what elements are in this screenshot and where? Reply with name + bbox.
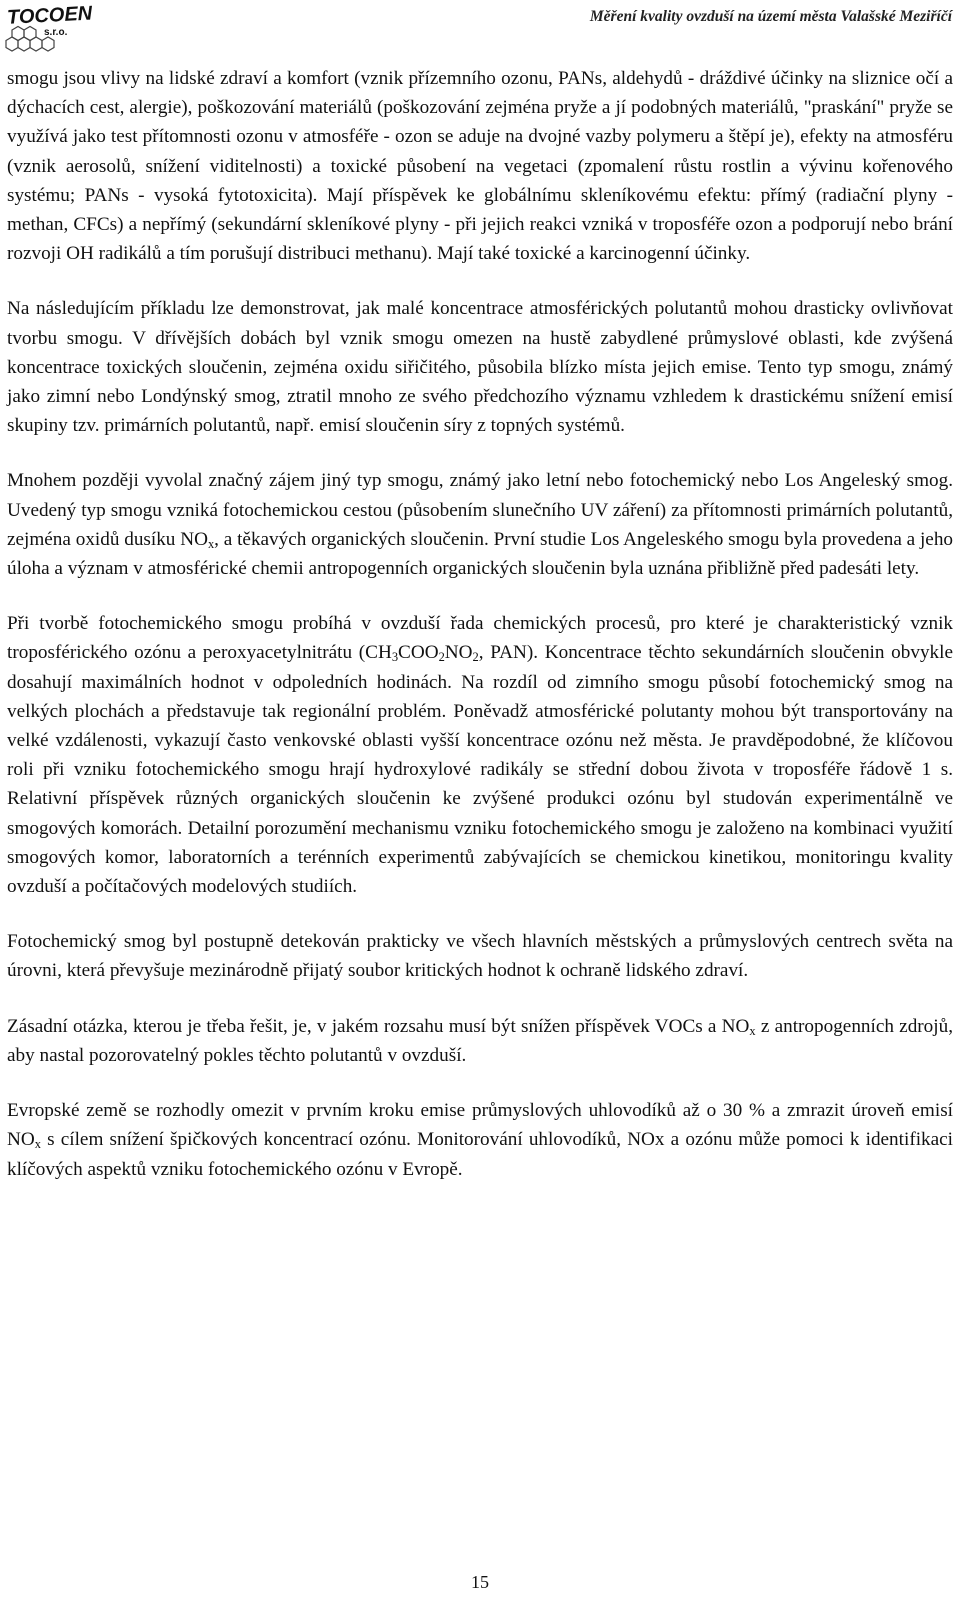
page-number: 15 (471, 1572, 489, 1592)
document-body (7, 64, 953, 1210)
logo-subtext: s.r.o. (44, 27, 68, 38)
paragraph-3: Mnohem později vyvolal značný zájem jiný typ smogu, známý jako letní nebo fotochemický nebo Los Angeleský smog. Uvedený typ smogu vzniká fotochemickou cestou (působením slunečního UV záření) za přítomnosti primárních polutantů, zejména oxidů dusíku $NO_x$, a těkavých organických sloučenin. První studie Los Angeleského smogu byla provedena a jeho úloha a význam v atmosférické chemii antropogenních organických sloučenin byla uznána přibližně před padesáti lety. (7, 470, 954, 580)
tocoen-logo (4, 2, 96, 56)
paragraph-6: Zásadní otázka, kterou je třeba řešit, je, v jakém rozsahu musí být snížen příspěvek VOCs a $NO_x$ z antropogenních zdrojů, aby nastal pozorovatelný pokles těchto polutantů v ovzduší. (7, 1015, 953, 1066)
paragraph-4: Při tvorbě fotochemického smogu probíhá v ovzduší řada chemických procesů, pro které je charakteristický vznik troposférického ozónu a peroxyacetylnitrátu ($CH_3COO_2NO_2$, PAN). Koncentrace těchto sekundárních sloučenin obvykle dosahují maximálních hodnot v odpoledních hodinách. Na rozdíl od zimního smogu působí fotochemický smog na velkých plochách a představuje tak regionální problém. Poněvadž atmosférické polutanty mohou být transportovány na velké vzdálenosti, vykazují často venkovské oblasti vyšší koncentrace ozónu než města. Je pravděpodobné, že klíčovou roli při vzniku fotochemického smogu hrají hydroxylové radikály se střední dobou života v troposféře řádově 1 s. Relativní příspěvek různých organických sloučenin ke zvýšené produkci ozónu byl studován experimentálně ve smogových komorách. Detailní porozumění mechanismu vzniku fotochemického smogu je založeno na kombinaci využití smogových komor, laboratorních a terénních experimentů zabývajících se chemickou kinetikou, monitoringu kvality ovzduší a počítačových modelových studiích. (7, 613, 953, 898)
paragraph-5: Fotochemický smog byl postupně detekován prakticky ve všech hlavních městských a průmyslových centrech světa na úrovni, která převyšuje mezinárodně přijatý soubor kritických hodnot k ochraně lidského zdraví. (7, 931, 953, 982)
header-title: Měření kvality ovzduší na území města Valašské Meziříčí (589, 8, 952, 25)
logo-text: TOCOEN (6, 2, 93, 29)
paragraph-2: Na následujícím příkladu lze demonstrovat, jak malé koncentrace atmosférických polutantů mohou drasticky ovlivňovat tvorbu smogu. V dřívějších dobách byl vznik smogu omezen na hustě zabydlené průmyslové oblasti, kde zvýšená koncentrace toxických sloučenin, zejména oxidu siřičitého, působila blízko místa jejich emise. Tento typ smogu, známý jako zimní nebo Londýnský smog, ztratil mnoho ze svého předchozího významu vzhledem k drastickému snížení emisí skupiny tzv. primárních polutantů, např. emisí sloučenin síry z topných systémů. (7, 298, 953, 437)
paragraph-7: Evropské země se rozhodly omezit v prvním kroku emise průmyslových uhlovodíků až o 30 % a zmrazit úroveň emisí $NO_x$ s cílem snížení špičkových koncentrací ozónu. Monitorování uhlovodíků, NOx a ozónu může pomoci k identifikaci klíčových aspektů vzniku fotochemického ozónu v Evropě. (7, 1100, 953, 1180)
paragraph-1: smogu jsou vlivy na lidské zdraví a komfort (vznik přízemního ozonu, PANs, aldehydů - dráždivé účinky na sliznice očí a dýchacích cest, alergie), poškozování materiálů (poškozování zejména pryže a jí podobných materiálů, "praskání" pryže se využívá jako test přítomnosti ozonu v atmosféře - ozon se aduje na dvojné vazby polymeru a štěpí je), efekty na atmosféru (vznik aerosolů, snížení viditelnosti) a toxické působení na vegetaci (zpomalení růstu rostlin a vývinu kořenového systému; PANs - vysoká fytotoxicita). Mají příspěvek ke globálnímu skleníkovému efektu: přímý (radiační plyny - methan, CFCs) a nepřímý (sekundární skleníkové plyny - při jejich reakci vzniká v troposféře ozon a podporují nebo brání rozvoji OH radikálů a tím porušují distribuci methanu). Mají také toxické a karcinogenní účinky. (7, 68, 953, 265)
